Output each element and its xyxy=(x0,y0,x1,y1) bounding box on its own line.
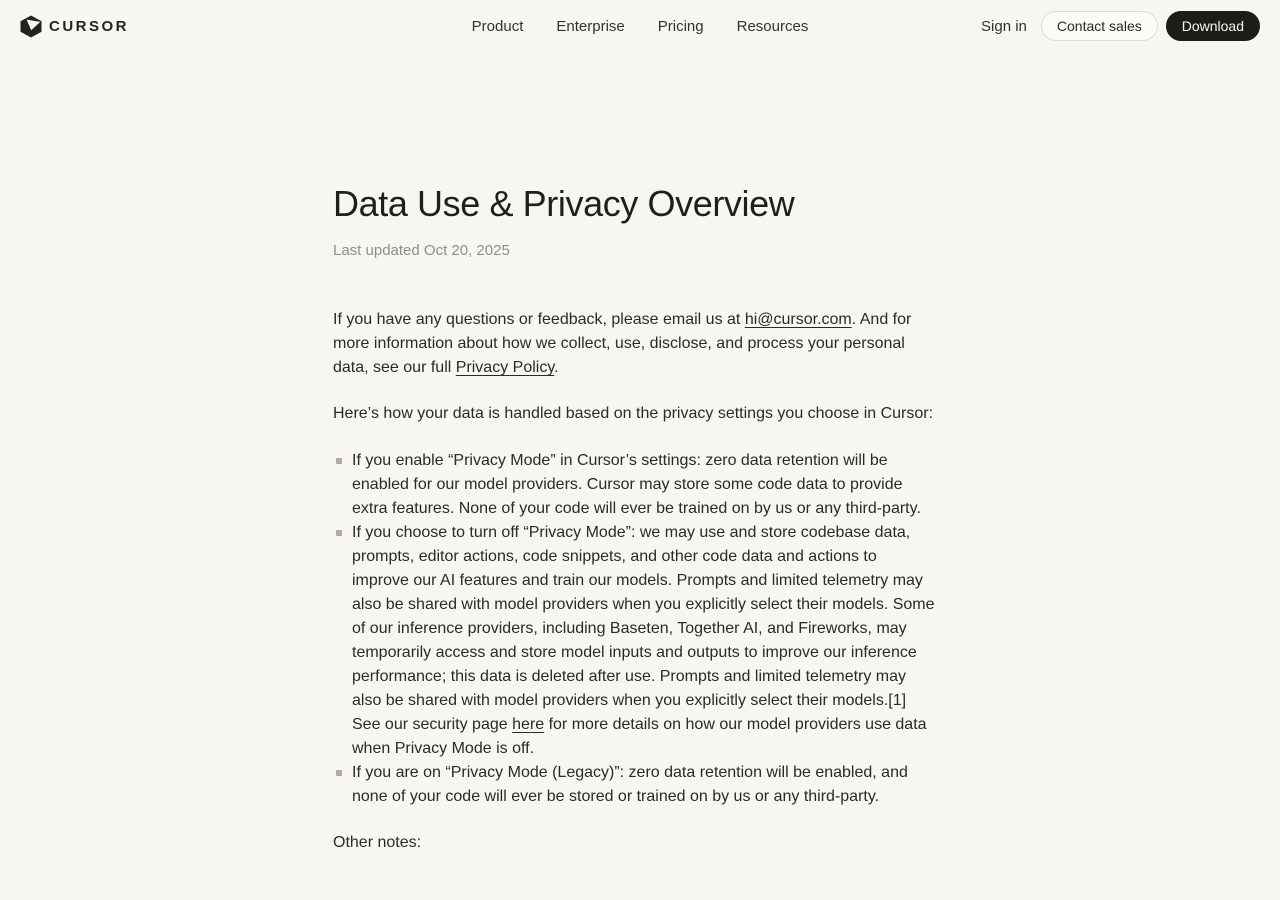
paragraph: Here’s how your data is handled based on the privacy settings you choose in Cursor: xyxy=(333,405,934,422)
page-title: Data Use & Privacy Overview xyxy=(333,183,795,224)
inline-link[interactable]: here xyxy=(512,716,545,733)
contact-sales-button[interactable]: Contact sales xyxy=(1041,11,1158,41)
main-nav xyxy=(472,18,809,35)
page-content xyxy=(0,182,1280,855)
nav-product[interactable]: Product xyxy=(471,17,524,35)
nav-resources[interactable]: Resources xyxy=(736,17,809,35)
cursor-logo-icon xyxy=(20,15,42,38)
inline-link[interactable]: Privacy Policy xyxy=(455,359,555,376)
paragraph: Other notes: xyxy=(333,834,422,851)
list-item: If you enable “Privacy Mode” in Cursor’s settings: zero data retention will be enabled for our model providers. Cursor may store some code data to provide extra features. None of your code will ever be trained on by us or any third-party. xyxy=(333,449,935,521)
paragraph: If you have any questions or feedback, please email us at hi@cursor.com. And for more information about how we collect, use, disclose, and process your personal data, see our full Privacy Policy. xyxy=(333,311,912,376)
brand[interactable] xyxy=(20,15,129,38)
privacy-settings-list xyxy=(333,449,935,809)
list-item: If you choose to turn off “Privacy Mode”: we may use and store codebase data, prompts, editor actions, code snippets, and other code data and actions to improve our AI features and train our models. Prompts and limited telemetry may also be shared with model providers when you explicitly select their models. Some of our inference providers, including Baseten, Together AI, and Fireworks, may temporarily access and store model inputs and outputs to improve our inference performance; this data is deleted after use. Prompts and limited telemetry may also be shared with model providers when you explicitly select their models.[1] See our security page here for more details on how our model providers use data when Privacy Mode is off. xyxy=(333,521,935,761)
header-actions xyxy=(981,11,1260,41)
list-item: If you are on “Privacy Mode (Legacy)”: zero data retention will be enabled, and none of your code will ever be stored or trained on by us or any third-party. xyxy=(333,761,935,809)
last-updated: Last updated Oct 20, 2025 xyxy=(333,242,510,259)
sign-in-link[interactable]: Sign in xyxy=(981,17,1027,35)
privacy-article xyxy=(333,182,935,855)
top-nav xyxy=(0,0,1280,52)
download-button[interactable]: Download xyxy=(1166,11,1260,41)
article-body xyxy=(333,308,935,855)
inline-link[interactable]: hi@cursor.com xyxy=(744,311,852,328)
nav-pricing[interactable]: Pricing xyxy=(657,17,704,35)
nav-enterprise[interactable]: Enterprise xyxy=(556,17,625,35)
brand-name: CURSOR xyxy=(49,17,130,35)
